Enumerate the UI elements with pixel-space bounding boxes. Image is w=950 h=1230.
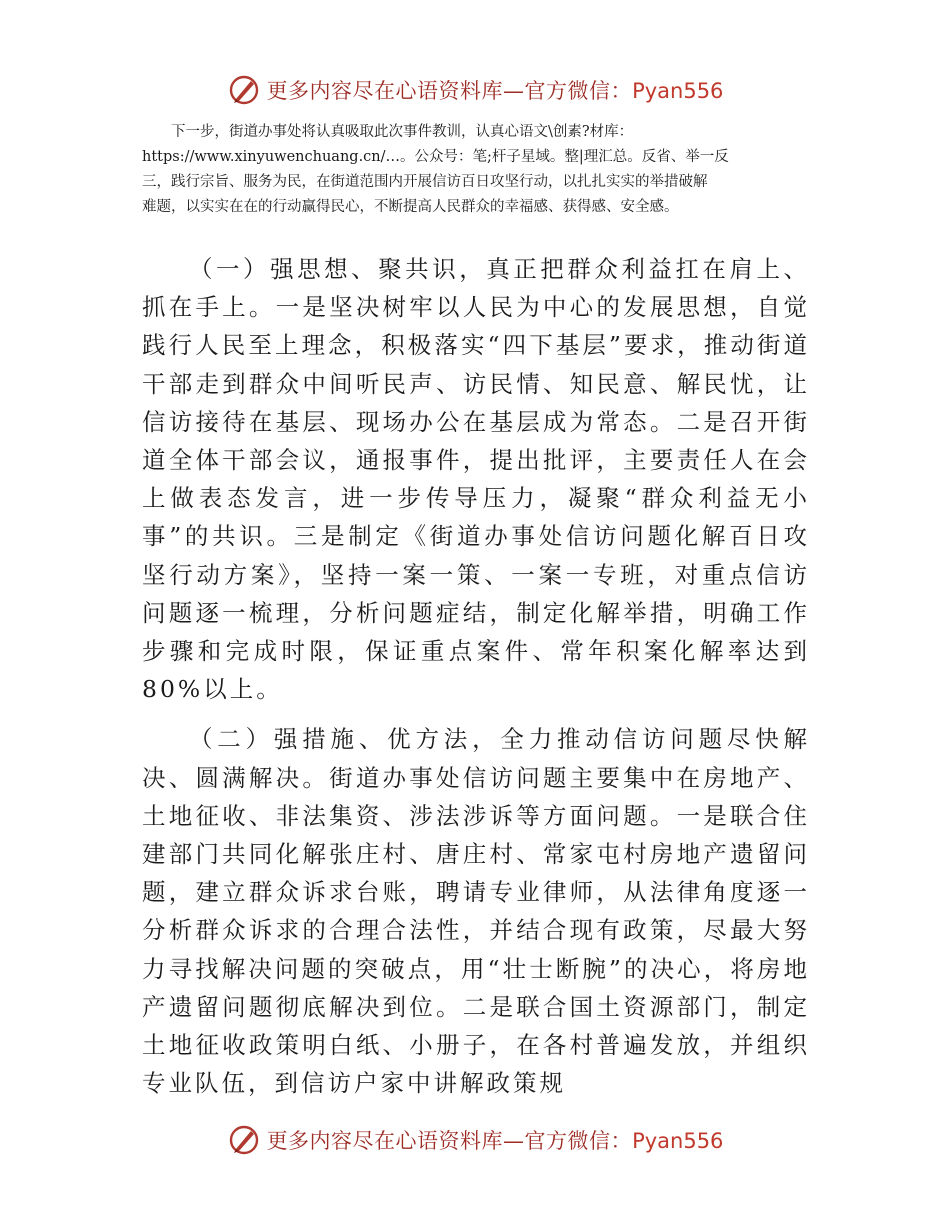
intro-line: 三，践行宗旨、服务为民，在街道范围内开展信访百日攻坚行动，以扎扎实实的举措破解 bbox=[142, 174, 708, 190]
section-paragraph-1: （一）强思想、聚共识，真正把群众利益扛在肩上、抓在手上。一是坚决树牢以人民为中心的发展思想，自觉践行人民至上理念，积极落实“四下基层”要求，推动街道干部走到群众中间听民声、访民情、知民意、解民忧，让信访接待在基层、现场办公在基层成为常态。二是召开街道全体干部会议，通报事件，提出批评，主要责任人在会上做表态发言，进一步传导压力，凝聚“群众利益无小事”的共识。三是制定《街道办事处信访问题化解百日攻坚行动方案》，坚持一案一策、一案一专班，对重点信访问题逐一梳理，分析问题症结，制定化解举措，明确工作步骤和完成时限，保证重点案件、常年积案化解率达到80%以上。 bbox=[142, 255, 810, 704]
footer-banner bbox=[0, 1120, 950, 1160]
pen-logo-icon bbox=[227, 73, 261, 107]
intro-line: 下一步，街道办事处将认真吸取此次事件教训，认真心语文\创素?材库： bbox=[171, 124, 634, 140]
intro-line: 难题，以实实在在的行动赢得民心，不断提高人民群众的幸福感、获得感、安全感。 bbox=[142, 199, 679, 215]
header-banner bbox=[0, 70, 950, 110]
banner-text: 更多内容尽在心语资料库—官方微信：Pyan556 bbox=[266, 1129, 724, 1153]
intro-line: https://www.xinyuwenchuang.cn/…。公众号：笔;杆子星域。整|理汇总。反省、举一反 bbox=[142, 149, 729, 165]
banner-text: 更多内容尽在心语资料库—官方微信：Pyan556 bbox=[266, 79, 724, 103]
document-body bbox=[142, 250, 810, 1114]
intro-paragraph bbox=[142, 120, 810, 220]
pen-logo-icon bbox=[227, 1123, 261, 1157]
section-paragraph-2: （二）强措施、优方法，全力推动信访问题尽快解决、圆满解决。街道办事处信访问题主要集中在房地产、土地征收、非法集资、涉法涉诉等方面问题。一是联合住建部门共同化解张庄村、唐庄村、常家屯村房地产遗留问题，建立群众诉求台账，聘请专业律师，从法律角度逐一分析群众诉求的合理合法性，并结合现有政策，尽最大努力寻找解决问题的突破点，用“壮士断腕”的决心，将房地产遗留问题彻底解决到位。二是联合国土资源部门，制定土地征收政策明白纸、小册子，在各村普遍发放，并组织专业队伍，到信访户家中讲解政策规 bbox=[142, 725, 810, 1098]
